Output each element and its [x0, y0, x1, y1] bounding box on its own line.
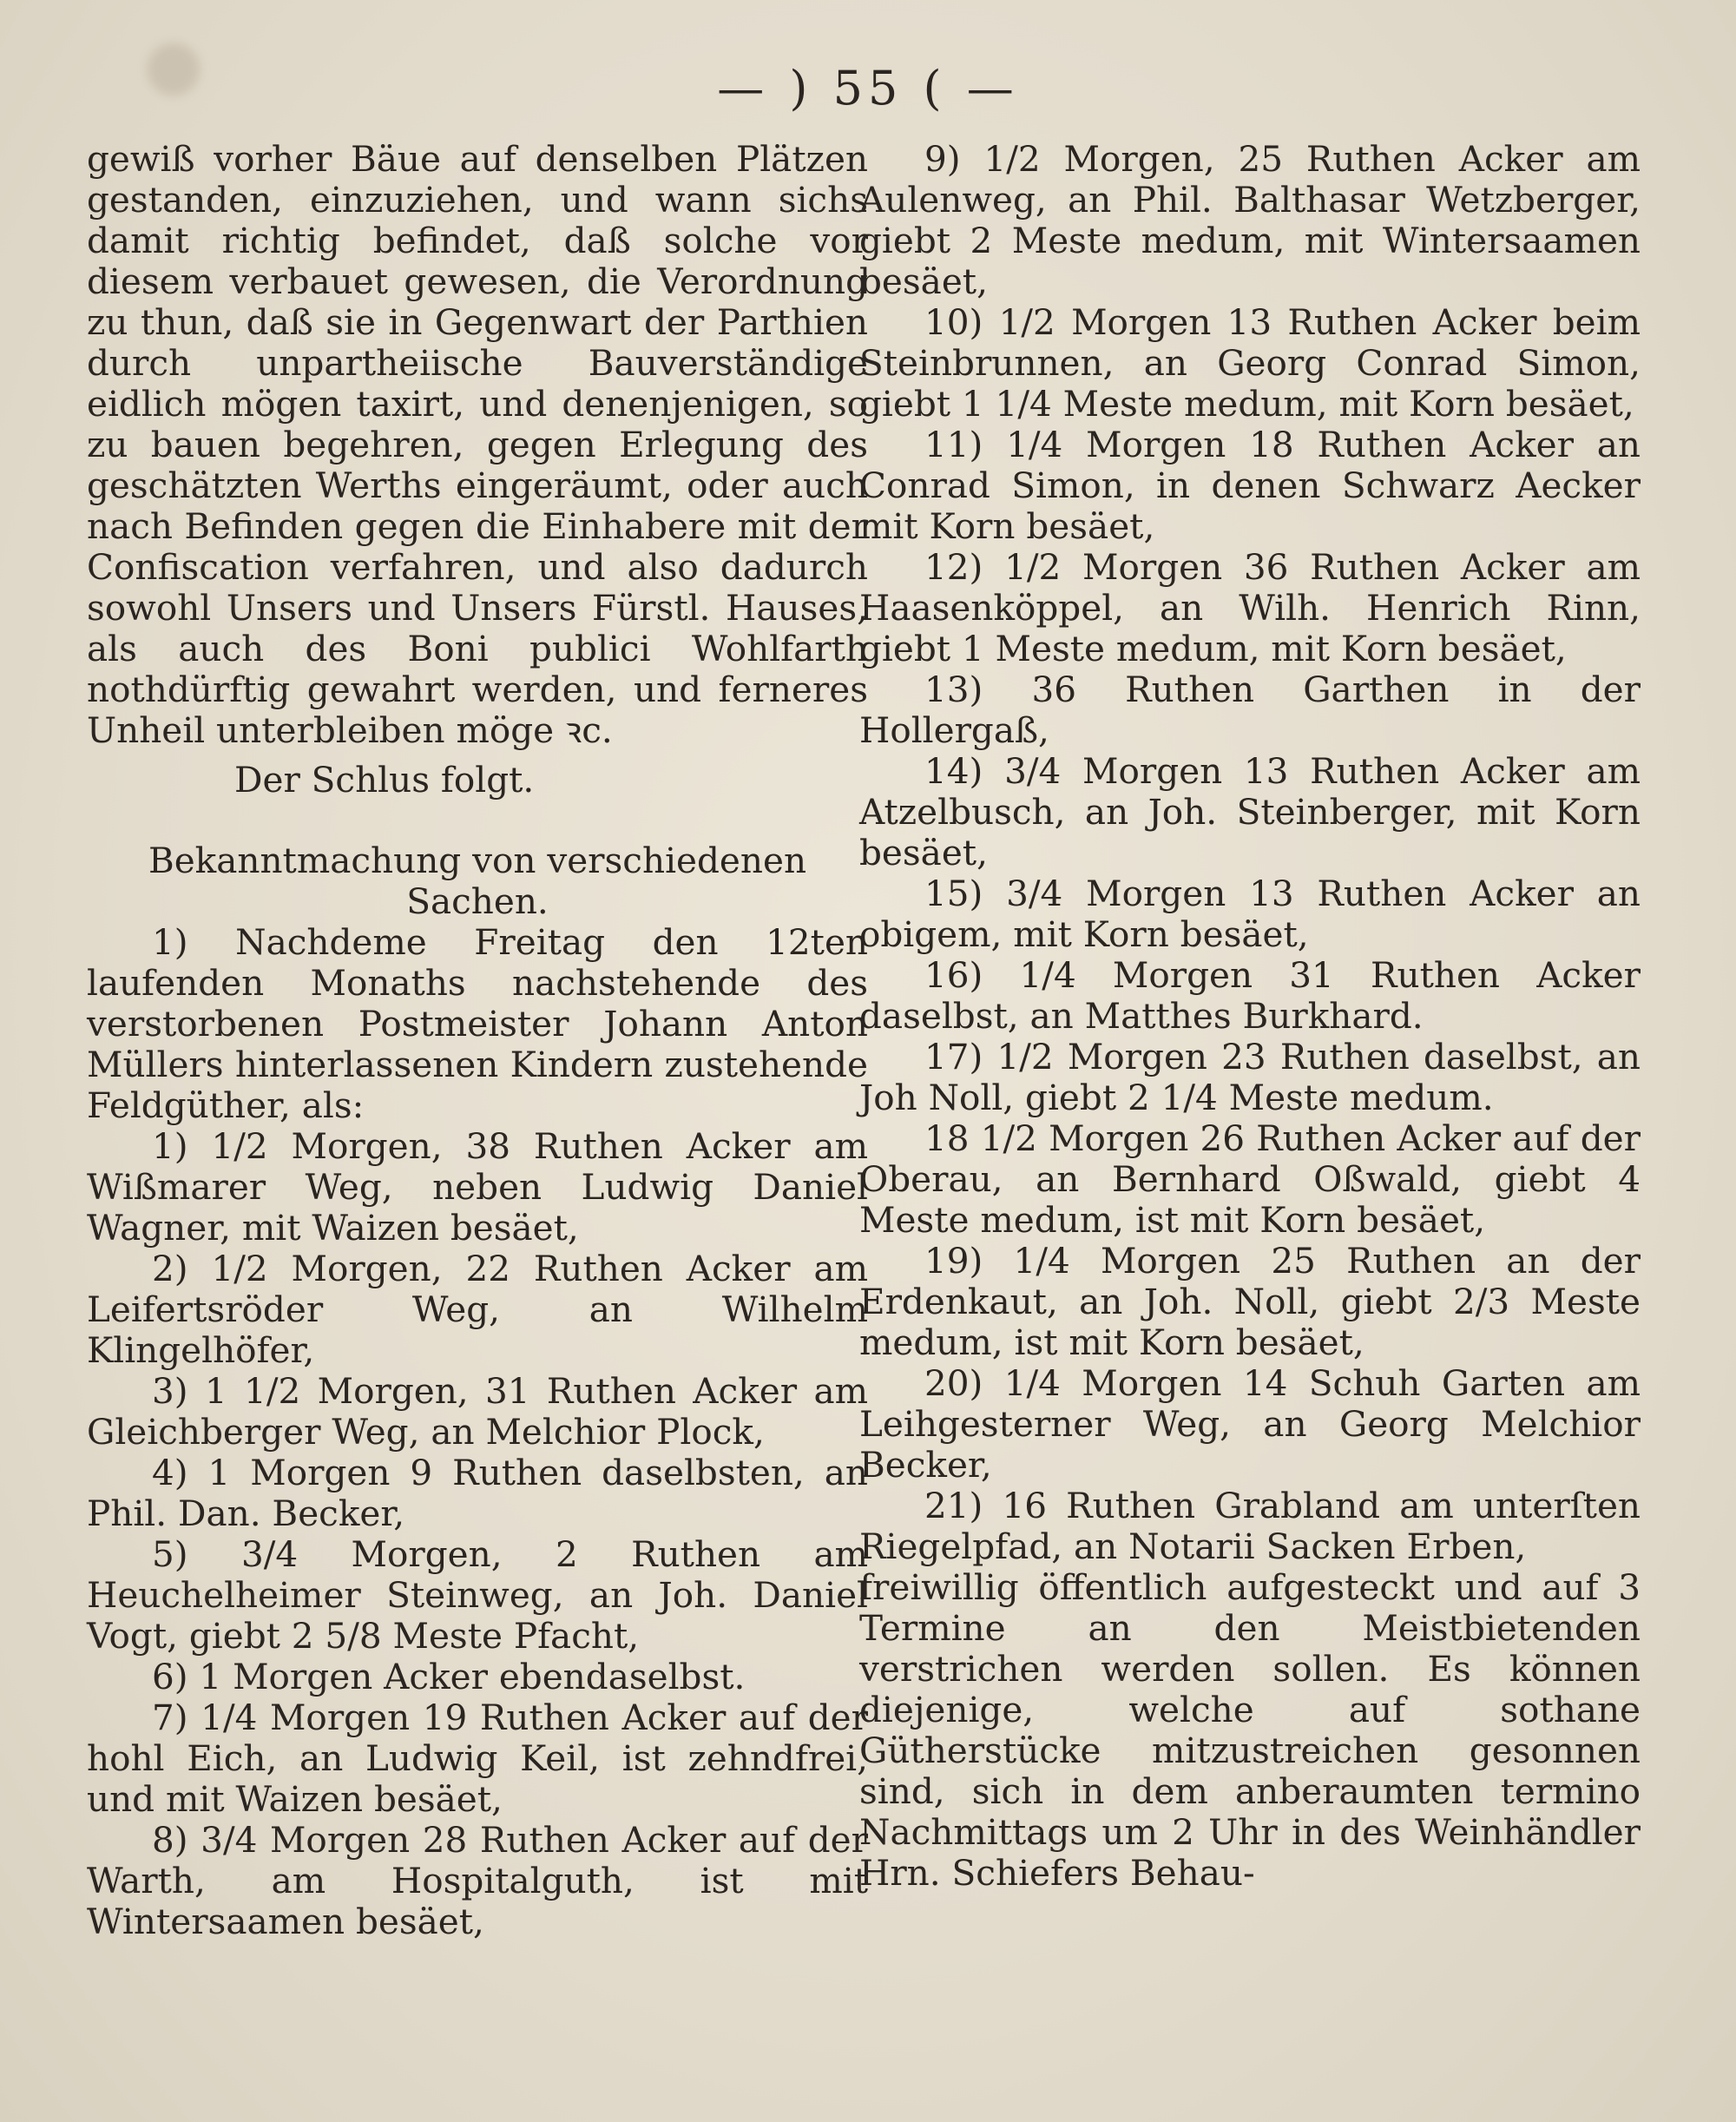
- list-item: 9) 1/2 Morgen, 25 Ruthen Acker am Aulenweg, an Phil. Balthasar Wetzberger, giebt 2 Meste medum, mit Wintersaamen besäet,: [859, 138, 1641, 302]
- list-item: 19) 1/4 Morgen 25 Ruthen an der Erdenkaut, an Joh. Noll, giebt 2/3 Meste medum, ist mit Korn besäet,: [859, 1240, 1641, 1363]
- list-item: 10) 1/2 Morgen 13 Ruthen Acker beim Steinbrunnen, an Georg Conrad Simon, giebt 1 1/4 Meste medum, mit Korn besäet,: [859, 301, 1641, 425]
- announcement-conclusion: freiwillig öffentlich aufgesteckt und auf 3 Termine an den Meistbietenden verstrichen werden sollen. Es können diejenige, welche auf sothane Gütherstücke mitzustreichen gesonnen sind, sich in dem anberaumten termino Nachmittags um 2 Uhr in des Weinhändler Hrn. Schiefers Behau-: [859, 1566, 1641, 1894]
- list-item: 15) 3/4 Morgen 13 Ruthen Acker an obigem, mit Korn besäet,: [859, 873, 1641, 955]
- list-item: 4) 1 Morgen 9 Ruthen daselbsten, an Phil. Dan. Becker,: [87, 1452, 868, 1534]
- section-heading: Bekanntmachung von verschiedenen: [148, 840, 807, 881]
- list-item: 16) 1/4 Morgen 31 Ruthen Acker daselbst, an Matthes Burkhard.: [859, 954, 1641, 1037]
- list-item: 7) 1/4 Morgen 19 Ruthen Acker auf der hohl Eich, an Ludwig Keil, ist zehndfrei, und mit Waizen besäet,: [87, 1697, 868, 1820]
- list-item: 18 1/2 Morgen 26 Ruthen Acker auf der Oberau, an Bernhard Oßwald, giebt 4 Meste medum, ist mit Korn besäet,: [859, 1117, 1641, 1241]
- list-item: 21) 16 Ruthen Grabland am unterſten Riegelpfad, an Notarii Sacken Erben,: [859, 1485, 1641, 1567]
- left-column: [87, 139, 868, 1942]
- list-item: 3) 1 1/2 Morgen, 31 Ruthen Acker am Gleichberger Weg, an Melchior Plock,: [87, 1370, 868, 1453]
- decree-continuation: gewiß vorher Bäue auf denselben Plätzen gestanden, einzuziehen, und wann sichs damit richtig befindet, daß solche vor diesem verbauet gewesen, die Verordnung zu thun, daß sie in Gegenwart der Parthien durch unpartheiische Bauverständige eidlich mögen taxirt, und denenjenigen, so zu bauen begehren, gegen Erlegung des geschätzten Werths eingeräumt, oder auch nach Befinden gegen die Einhabere mit der Confiscation verfahren, und also dadurch sowohl Unsers und Unsers Fürstl. Hauses, als auch des Boni publici Wohlfarth nothdürftig gewahrt werden, und ferneres Unheil unterbleiben möge ꝛc.: [87, 138, 868, 751]
- continuation-note: Der Schlus folgt.: [234, 759, 535, 801]
- list-item: 20) 1/4 Morgen 14 Schuh Garten am Leihgesterner Weg, an Georg Melchior Becker,: [859, 1362, 1641, 1486]
- list-item: 2) 1/2 Morgen, 22 Ruthen Acker am Leifertsröder Weg, an Wilhelm Klingelhöfer,: [87, 1248, 868, 1371]
- list-item: 12) 1/2 Morgen 36 Ruthen Acker am Haasenköppel, an Wilh. Henrich Rinn, giebt 1 Meste medum, mit Korn besäet,: [859, 546, 1641, 669]
- announcement-intro: 1) Nachdeme Freitag den 12ten laufenden Monaths nachstehende des verstorbenen Postmeister Johann Anton Müllers hinterlassenen Kindern zustehende Feldgüther, als:: [87, 921, 868, 1126]
- list-item: 8) 3/4 Morgen 28 Ruthen Acker auf der Warth, am Hospitalguth, ist mit Wintersaamen besäet,: [87, 1819, 868, 1942]
- list-item: 5) 3/4 Morgen, 2 Ruthen am Heuchelheimer Steinweg, an Joh. Daniel Vogt, giebt 2 5/8 Meste Pfacht,: [87, 1533, 868, 1657]
- list-item: 6) 1 Morgen Acker ebendaselbst.: [152, 1656, 746, 1697]
- list-item: 11) 1/4 Morgen 18 Ruthen Acker an Conrad Simon, in denen Schwarz Aecker mit Korn besäet,: [859, 424, 1641, 547]
- list-item: 13) 36 Ruthen Garthen in der Hollergaß,: [859, 669, 1641, 751]
- list-item: 1) 1/2 Morgen, 38 Ruthen Acker am Wißmarer Weg, neben Ludwig Daniel Wagner, mit Waizen besäet,: [87, 1125, 868, 1249]
- page-number: — ) 55 ( —: [717, 61, 1019, 115]
- list-item: 14) 3/4 Morgen 13 Ruthen Acker am Atzelbusch, an Joh. Steinberger, mit Korn besäet,: [859, 750, 1641, 873]
- right-column: [859, 139, 1641, 1894]
- section-heading-line2: Sachen.: [406, 880, 549, 922]
- list-item: 17) 1/2 Morgen 23 Ruthen daselbst, an Joh Noll, giebt 2 1/4 Meste medum.: [859, 1036, 1641, 1118]
